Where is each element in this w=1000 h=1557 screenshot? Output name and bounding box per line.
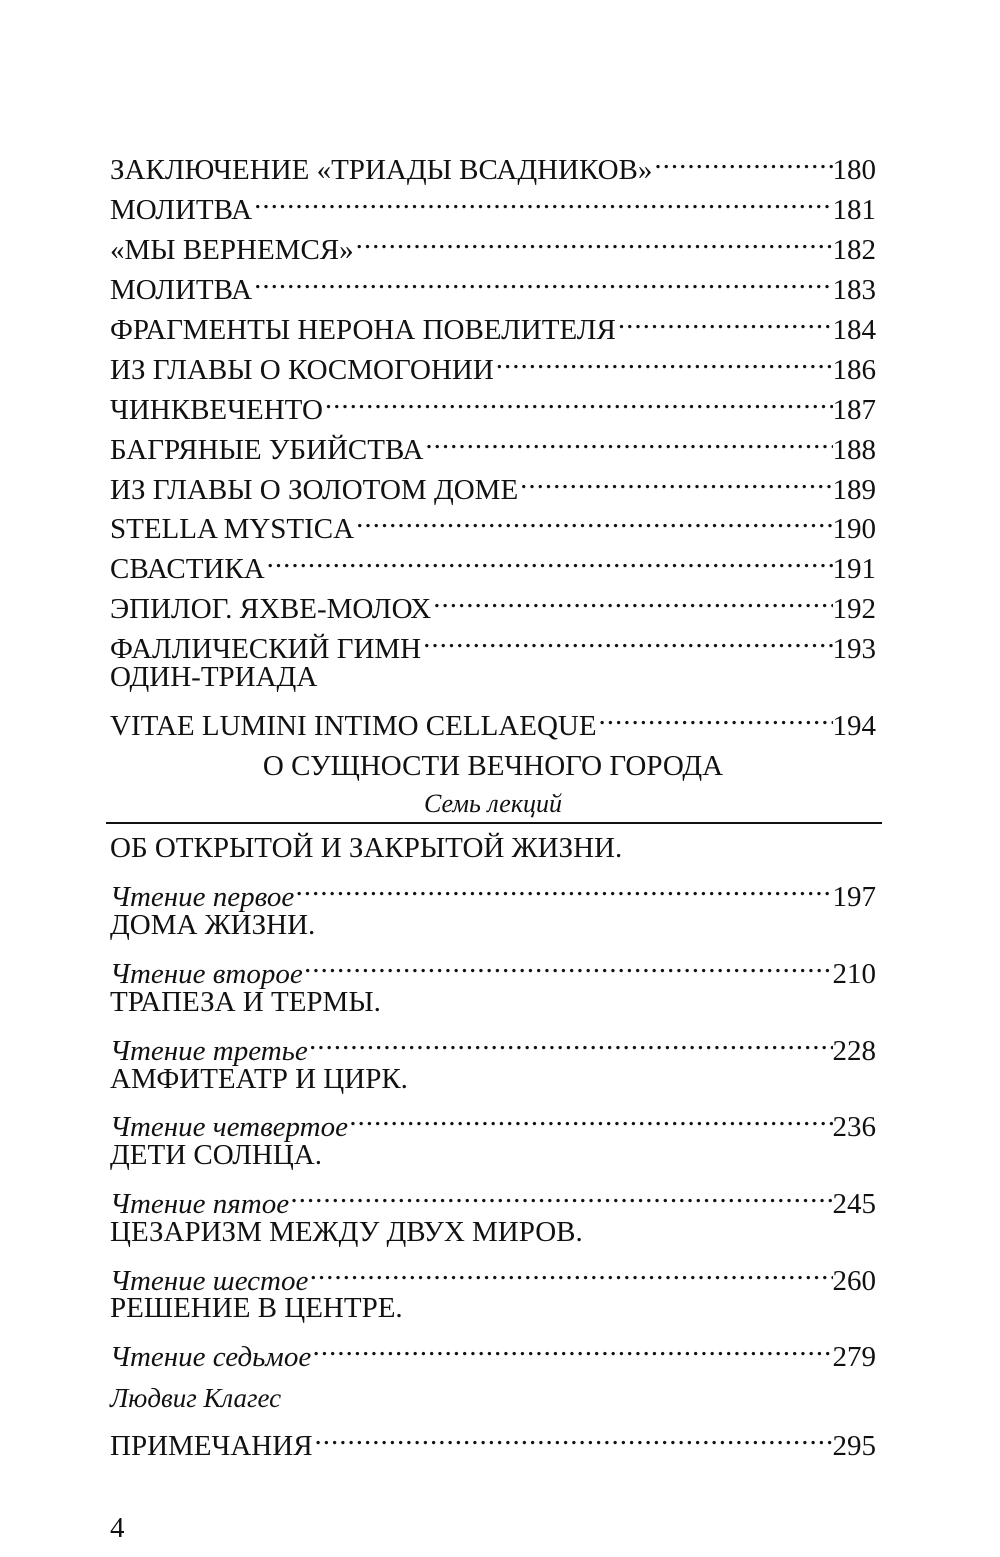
dot-leader [597, 695, 833, 735]
lecture-title: ДЕТИ СОЛНЦА. [110, 1139, 322, 1171]
toc-entry-page: 260 [832, 1265, 876, 1297]
lecture-reading: Чтение четвертое [110, 1111, 348, 1143]
toc-entry [110, 419, 876, 466]
dot-leader [421, 618, 832, 658]
lecture-title: ДОМА ЖИЗНИ. [110, 909, 316, 941]
dot-leader [289, 1173, 832, 1213]
toc-entry [110, 866, 876, 913]
toc-entry-page: 190 [832, 513, 876, 545]
lecture-reading: Чтение пятое [110, 1188, 290, 1220]
dot-leader [323, 379, 833, 419]
dot-leader [423, 419, 832, 459]
toc-entry-title: БАГРЯНЫЕ УБИЙСТВА [110, 434, 424, 466]
toc-entry-page: 193 [832, 633, 876, 665]
lecture-reading: Чтение шестое [110, 1265, 309, 1297]
toc-entry-page: 189 [832, 474, 876, 506]
toc-entry [110, 618, 876, 665]
toc-entry-title: STELLA MYSTICA [110, 513, 355, 545]
lecture-title: АМФИТЕАТР И ЦИРК. [110, 1063, 408, 1095]
toc-entry-page: 228 [832, 1035, 876, 1067]
toc-entry-title: ЧИНКВЕЧЕНТО [110, 394, 323, 426]
lecture-title: ОБ ОТКРЫТОЙ И ЗАКРЫТОЙ ЖИЗНИ. [110, 832, 623, 864]
toc-entry [110, 695, 876, 742]
dot-leader [308, 1250, 832, 1290]
dot-leader [252, 259, 832, 299]
dot-leader [348, 1096, 833, 1136]
toc-entry [110, 139, 876, 186]
toc-entry [110, 1415, 876, 1462]
toc-entry [110, 943, 876, 990]
toc-entry-page: 186 [832, 354, 876, 386]
toc-entry-title: ЭПИЛОГ. ЯХВЕ-МОЛОХ [110, 593, 432, 625]
toc-entry-page: 191 [832, 553, 876, 585]
toc-entry-title: ПРИМЕЧАНИЯ [110, 1430, 313, 1462]
dot-leader [313, 1415, 833, 1455]
dot-leader [354, 219, 833, 259]
toc-entry-title: ЗАКЛЮЧЕНИЕ «ТРИАДЫ ВСАДНИКОВ» [110, 154, 653, 186]
toc-entry [110, 259, 876, 306]
toc-entry [110, 1096, 876, 1143]
dot-leader [303, 943, 833, 983]
toc-entry [110, 1250, 876, 1297]
lecture-title: ТРАПЕЗА И ТЕРМЫ. [110, 986, 381, 1018]
toc-entry [110, 459, 876, 506]
toc-entry-page: 192 [832, 593, 876, 625]
dot-leader [265, 538, 833, 578]
toc-entry-title: «МЫ ВЕРНЕМСЯ» [110, 234, 354, 266]
section-divider [106, 822, 882, 824]
toc-entry [110, 179, 876, 226]
toc-entry-title: СВАСТИКА [110, 553, 265, 585]
toc-entry-title: МОЛИТВА [110, 194, 253, 226]
toc-entry-page: 210 [832, 958, 876, 990]
lecture-title: РЕШЕНИЕ В ЦЕНТРЕ. [110, 1292, 403, 1324]
toc-entry [110, 219, 876, 266]
toc-entry [110, 339, 876, 386]
toc-entry [110, 379, 876, 426]
toc-entry-page: 182 [832, 234, 876, 266]
lecture-reading: Чтение седьмое [110, 1341, 312, 1373]
toc-entry [110, 538, 876, 585]
dot-leader [354, 498, 832, 538]
dot-leader [652, 139, 832, 179]
dot-leader [494, 339, 833, 379]
toc-entry [110, 1020, 876, 1067]
toc-entry [110, 1173, 876, 1220]
toc-entry-page: 295 [832, 1430, 876, 1462]
dot-leader [518, 459, 832, 499]
toc-entry-title: ФАЛЛИЧЕСКИЙ ГИМН [110, 633, 422, 665]
toc-entry [110, 498, 876, 545]
toc-entry-page: 245 [832, 1188, 876, 1220]
toc-entry-title: ИЗ ГЛАВЫ О КОСМОГОНИИ [110, 354, 494, 386]
lecture-reading: Чтение второе [110, 958, 303, 990]
toc-entry [110, 1326, 876, 1373]
dot-leader [431, 578, 832, 618]
lecture-reading: Чтение первое [110, 881, 295, 913]
page-number: 4 [110, 1512, 125, 1544]
toc-entry-page: 279 [832, 1341, 876, 1373]
toc-entry-title: ФРАГМЕНТЫ НЕРОНА ПОВЕЛИТЕЛЯ [110, 314, 616, 346]
toc-entry [110, 299, 876, 346]
section-title: О СУЩНОСТИ ВЕЧНОГО ГОРОДА [262, 750, 724, 782]
toc-entry [110, 578, 876, 625]
notes-author: Людвиг Клагес [110, 1383, 282, 1413]
dot-leader [308, 1020, 833, 1060]
toc-entry-title: VITAE LUMINI INTIMO CELLAEQUE [110, 710, 597, 742]
lecture-reading: Чтение третье [110, 1035, 308, 1067]
toc-entry-heading: ОДИН-ТРИАДА [110, 661, 318, 693]
toc-entry-page: 194 [832, 710, 876, 742]
toc-entry-title: МОЛИТВА [110, 274, 253, 306]
section-subtitle: Семь лекций [423, 789, 563, 818]
dot-leader [616, 299, 833, 339]
toc-entry-page: 236 [832, 1111, 876, 1143]
toc-entry-page: 188 [832, 434, 876, 466]
toc-entry-page: 187 [832, 394, 876, 426]
dot-leader [252, 179, 832, 219]
dot-leader [294, 866, 832, 906]
toc-entry-page: 184 [832, 314, 876, 346]
toc-entry-page: 181 [832, 194, 876, 226]
toc-entry-page: 197 [832, 881, 876, 913]
dot-leader [311, 1326, 832, 1366]
toc-entry-page: 180 [832, 154, 876, 186]
lecture-title: ЦЕЗАРИЗМ МЕЖДУ ДВУХ МИРОВ. [110, 1216, 583, 1248]
toc-entry-title: ИЗ ГЛАВЫ О ЗОЛОТОМ ДОМЕ [110, 474, 519, 506]
toc-entry-page: 183 [832, 274, 876, 306]
